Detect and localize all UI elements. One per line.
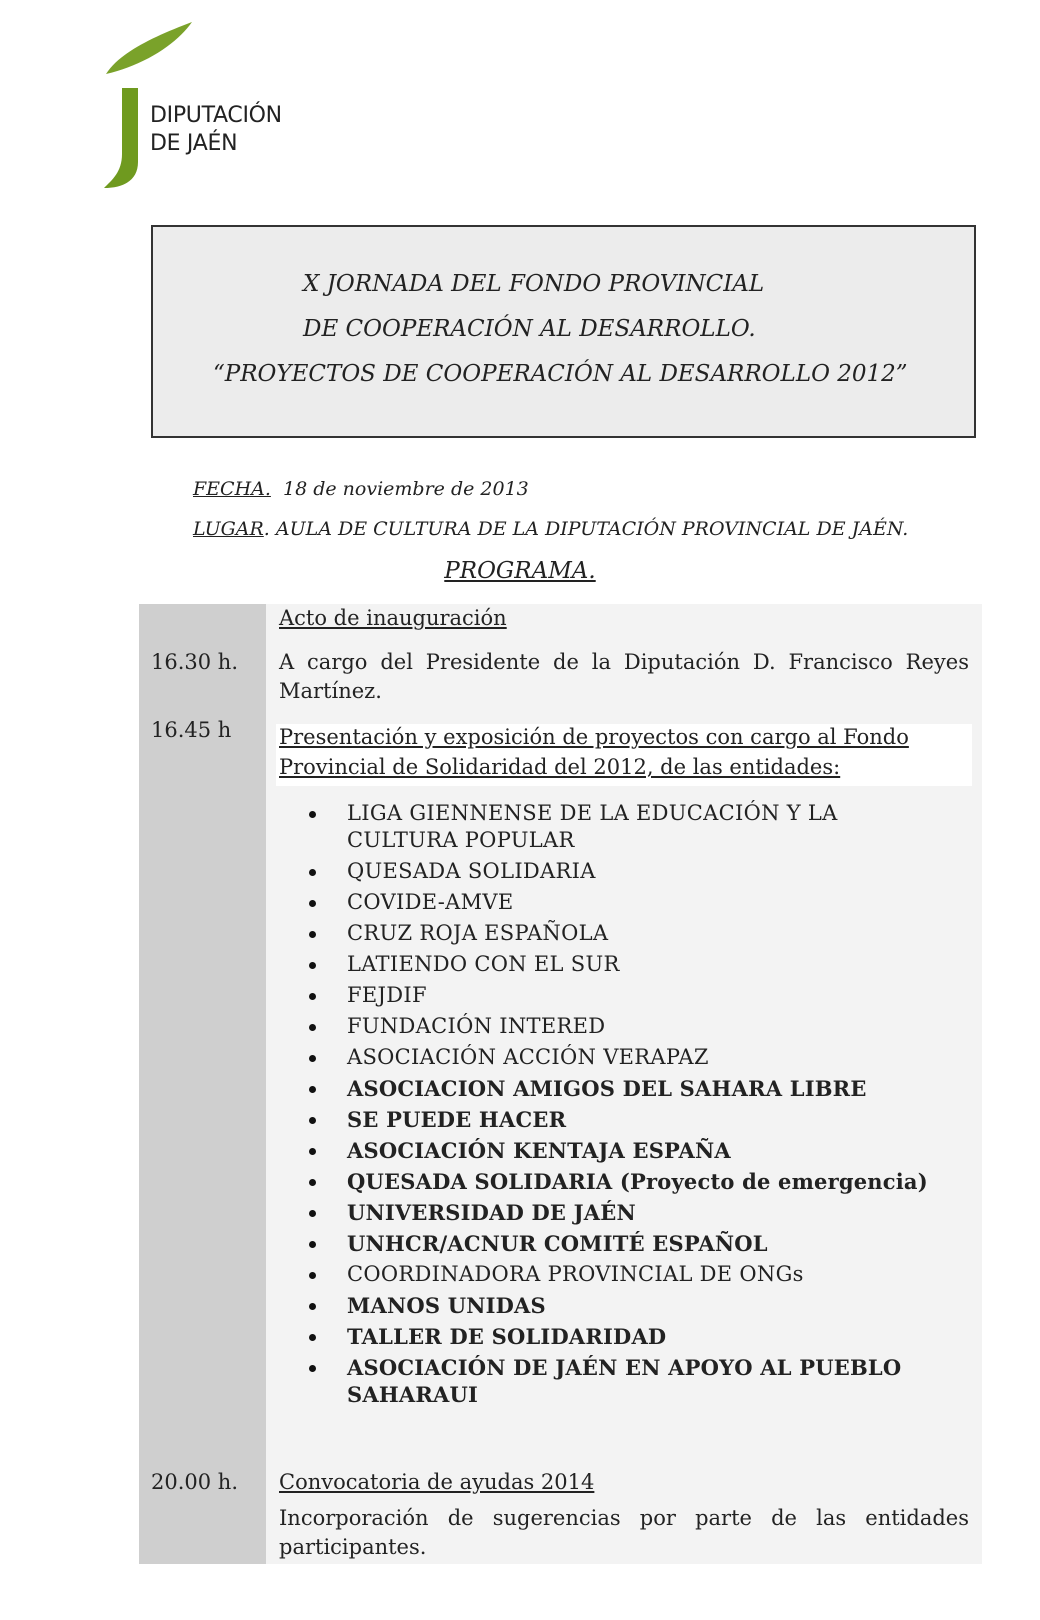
inauguracion-heading: Acto de inauguración: [279, 606, 507, 630]
list-item: COORDINADORA PROVINCIAL DE ONGs: [307, 1261, 947, 1288]
list-item: UNIVERSIDAD DE JAÉN: [307, 1199, 947, 1226]
time-1645: 16.45 h: [151, 718, 232, 742]
list-item: FEJDIF: [307, 982, 947, 1009]
time-1630: 16.30 h.: [151, 650, 238, 674]
list-item: UNHCR/ACNUR COMITÉ ESPAÑOL: [307, 1230, 947, 1257]
logo-wordmark: [150, 102, 282, 158]
fecha-label: FECHA.: [193, 478, 271, 500]
list-item: COVIDE-AMVE: [307, 889, 947, 916]
list-item: ASOCIACIÓN DE JAÉN EN APOYO AL PUEBLO SAHARAUI: [307, 1354, 947, 1408]
title-line-2: DE COOPERACIÓN AL DESARROLLO.: [303, 316, 756, 342]
title-box: [151, 225, 976, 438]
list-item: ASOCIACION AMIGOS DEL SAHARA LIBRE: [307, 1075, 947, 1102]
logo-line-1: DIPUTACIÓN: [150, 103, 282, 128]
programa-heading: PROGRAMA.: [444, 558, 596, 584]
title-line-1: X JORNADA DEL FONDO PROVINCIAL: [303, 271, 765, 297]
schedule-table: [139, 604, 982, 1564]
diputacion-logo: [100, 22, 310, 192]
fecha-row: [193, 478, 529, 500]
list-item: QUESADA SOLIDARIA: [307, 858, 947, 885]
list-item: MANOS UNIDAS: [307, 1292, 947, 1319]
list-item: QUESADA SOLIDARIA (Proyecto de emergencia): [307, 1168, 947, 1195]
logo-line-2: DE JAÉN: [150, 131, 238, 156]
time-2000: 20.00 h.: [151, 1470, 238, 1494]
list-item: ASOCIACIÓN KENTAJA ESPAÑA: [307, 1137, 947, 1164]
list-item: ASOCIACIÓN ACCIÓN VERAPAZ: [307, 1044, 947, 1071]
list-item: LIGA GIENNENSE DE LA EDUCACIÓN Y LA CULTURA POPULAR: [307, 800, 947, 854]
presentacion-heading: Presentación y exposición de proyectos con cargo al Fondo Provincial de Solidaridad del 2012, de las entidades:: [279, 725, 909, 779]
list-item: TALLER DE SOLIDARIDAD: [307, 1323, 947, 1350]
time-column: [139, 604, 266, 1564]
inauguracion-text: A cargo del Presidente de la Diputación D. Francisco Reyes Martínez.: [279, 650, 969, 703]
title-line-3: “PROYECTOS DE COOPERACIÓN AL DESARROLLO 2012”: [213, 361, 908, 387]
convocatoria-heading: Convocatoria de ayudas 2014: [279, 1470, 595, 1494]
list-item: CRUZ ROJA ESPAÑOLA: [307, 920, 947, 947]
lugar-value: . AULA DE CULTURA DE LA DIPUTACIÓN PROVINCIAL DE JAÉN.: [263, 518, 909, 540]
list-item: FUNDACIÓN INTERED: [307, 1013, 947, 1040]
convocatoria-text: Incorporación de sugerencias por parte de las entidades participantes.: [279, 1506, 969, 1559]
lugar-row: [193, 518, 908, 540]
list-item: LATIENDO CON EL SUR: [307, 951, 947, 978]
entities-list: [307, 800, 947, 1412]
fecha-value: 18 de noviembre de 2013: [283, 478, 529, 500]
list-item: SE PUEDE HACER: [307, 1106, 947, 1133]
lugar-label: LUGAR: [193, 518, 264, 540]
